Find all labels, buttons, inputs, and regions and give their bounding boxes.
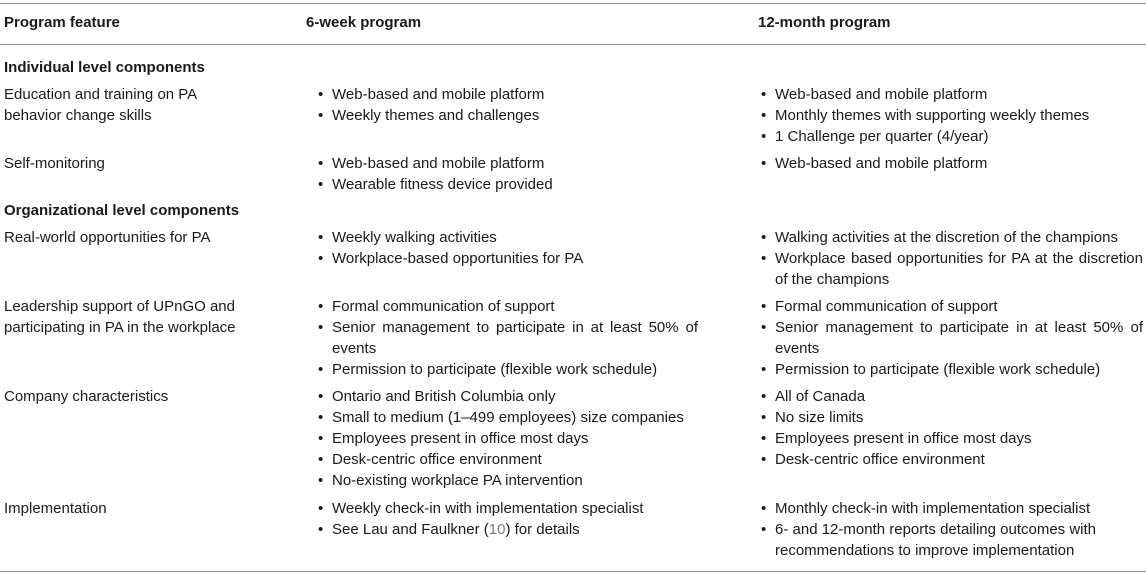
list-item: • Monthly themes with supporting weekly themes [761,105,1143,126]
header-6-week-program: 6-week program [306,14,422,31]
list-item: • Web-based and mobile platform [318,153,698,174]
list-item: • Formal communication of support [318,296,698,317]
company-6-week-list [318,386,698,491]
list-item: • Web-based and mobile platform [761,84,1143,105]
feature-implementation: Implementation [4,500,107,517]
header-rule [0,44,1146,45]
list-item: • Desk-centric office environment [318,449,698,470]
list-item: • Employees present in office most days [318,428,698,449]
list-item: • Workplace-based opportunities for PA [318,248,698,269]
list-item: • No size limits [761,407,1143,428]
self-monitoring-6-week-list [318,153,698,195]
list-item: • 6- and 12-month reports detailing outcomes with recommendations to improve implementation [761,519,1143,561]
list-item: • See Lau and Faulkner (10) for details [318,519,698,540]
list-item: • Small to medium (1–499 employees) size companies [318,407,698,428]
leadership-6-week-list [318,296,698,380]
education-12-month-list [761,84,1143,147]
section-individual-level: Individual level components [4,59,205,76]
list-item: • Weekly walking activities [318,227,698,248]
list-item: • Formal communication of support [761,296,1143,317]
company-12-month-list [761,386,1143,470]
implementation-6-week-list [318,498,698,540]
real-world-6-week-list [318,227,698,269]
top-rule [0,3,1146,4]
list-item: • Web-based and mobile platform [761,153,1143,174]
feature-self-monitoring: Self-monitoring [4,155,105,172]
citation-link[interactable]: 10 [488,521,506,538]
list-item: • Monthly check-in with implementation specialist [761,498,1143,519]
list-item: • Ontario and British Columbia only [318,386,698,407]
list-item: • Employees present in office most days [761,428,1143,449]
implementation-12-month-list [761,498,1143,561]
list-item: • Workplace based opportunities for PA at the discretion of the champions [761,248,1143,290]
header-program-feature: Program feature [4,14,120,31]
list-item: • Walking activities at the discretion of the champions [761,227,1143,248]
list-item: • No-existing workplace PA intervention [318,470,698,491]
feature-education: Education and training on PA behavior change skills [4,86,198,124]
list-item: • Wearable fitness device provided [318,174,698,195]
list-item: • Senior management to participate in at least 50% of events [318,317,698,359]
list-item: • 1 Challenge per quarter (4/year) [761,126,1143,147]
list-item: • Senior management to participate in at least 50% of events [761,317,1143,359]
list-item: • Permission to participate (flexible work schedule) [318,359,698,380]
self-monitoring-12-month-list [761,153,1143,174]
bottom-rule [0,571,1146,572]
feature-leadership-support: Leadership support of UPnGO and participating in PA in the workplace [4,298,236,336]
leadership-12-month-list [761,296,1143,380]
header-12-month-program: 12-month program [758,14,891,31]
list-item: • Web-based and mobile platform [318,84,698,105]
feature-company-characteristics: Company characteristics [4,388,169,405]
list-item: • Desk-centric office environment [761,449,1143,470]
list-item: • Weekly themes and challenges [318,105,698,126]
education-6-week-list [318,84,698,126]
real-world-12-month-list [761,227,1143,290]
section-organizational-level: Organizational level components [4,202,240,219]
list-item: • Weekly check-in with implementation specialist [318,498,698,519]
list-item: • Permission to participate (flexible work schedule) [761,359,1143,380]
list-item: • All of Canada [761,386,1143,407]
feature-real-world-opportunities: Real-world opportunities for PA [4,229,211,246]
